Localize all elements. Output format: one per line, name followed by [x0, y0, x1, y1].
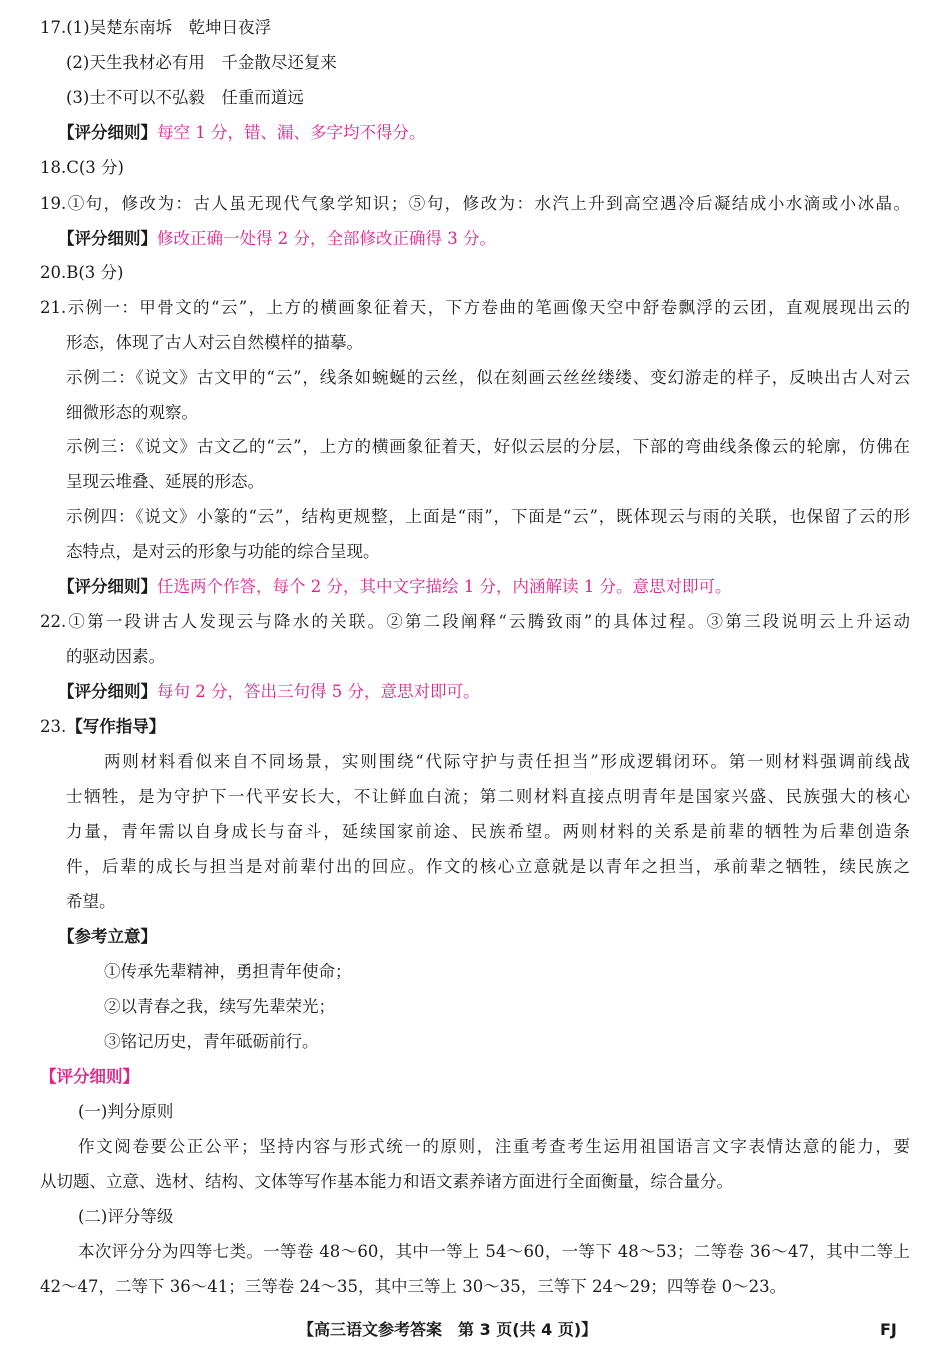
- q22-line-1: 22.①第一段讲古人发现云与降水的关联。②第二段阐释“云腾致雨”的具体过程。③第三段说明云上升运动: [40, 612, 910, 631]
- q17-line-1: 17.(1)吴楚东南坼 乾坤日夜浮: [40, 18, 272, 37]
- reference-theme-label: 【参考立意】: [58, 927, 157, 946]
- q17-scoring-rule: [58, 121, 426, 145]
- q19-line-1: 19.①句，修改为：古人虽无现代气象学知识；⑤句，修改为：水汽上升到高空遇冷后凝结成小水滴或小冰晶。: [40, 194, 910, 213]
- reference-theme-1: ①传承先辈精神，勇担青年使命；: [104, 962, 352, 981]
- judging-principle-title: (一)判分原则: [78, 1102, 174, 1121]
- q21-line-1: 21.示例一：甲骨文的“云”，上方的横画象征着天，下方卷曲的笔画像天空中舒卷飘浮的云团，直观展现出云的: [40, 298, 910, 317]
- writing-guide-label: 【写作指导】: [66, 717, 166, 736]
- grade-levels-title: (二)评分等级: [78, 1207, 174, 1226]
- q23-heading: [40, 715, 165, 739]
- q19-scoring-rule: [58, 227, 496, 251]
- q23-number: 23.: [40, 717, 67, 736]
- judging-principle-line-2: 从切题、立意、选材、结构、文体等写作基本能力和语文素养诸方面进行全面衡量，综合量分。: [40, 1172, 733, 1191]
- scoring-rule-text: 每句 2 分，答出三句得 5 分，意思对即可。: [157, 682, 480, 701]
- q20-answer: 20.B(3 分): [40, 263, 124, 282]
- scoring-rule-text: 任选两个作答，每个 2 分，其中文字描绘 1 分，内涵解读 1 分。意思对即可。: [157, 577, 732, 596]
- scoring-rule-text: 每空 1 分，错、漏、多字均不得分。: [157, 123, 426, 142]
- q23-paragraph-line-2: 士牺牲，是为守护下一代平安长大，不让鲜血白流；第二则材料直接点明青年是国家兴盛、民族强大的核心: [66, 787, 910, 806]
- q21-line-3: 示例二：《说文》古文甲的“云”，线条如蜿蜒的云丝，似在刻画云丝丝缕缕、变幻游走的样子，反映出古人对云: [66, 368, 910, 387]
- q23-paragraph-line-4: 件，后辈的成长与担当是对前辈付出的回应。作文的核心立意就是以青年之担当，承前辈之牺牲，续民族之: [66, 857, 910, 876]
- q22-line-2: 的驱动因素。: [66, 647, 165, 666]
- essay-scoring-label: 【评分细则】: [40, 1067, 139, 1086]
- q21-line-8: 态特点，是对云的形象与功能的综合呈现。: [66, 542, 380, 561]
- scoring-rule-label: 【评分细则】: [58, 682, 157, 701]
- grade-levels-line-2: 42～47，二等下 36～41；三等卷 24～35，其中三等上 30～35，三等下 24～29；四等卷 0～23。: [40, 1277, 787, 1296]
- q21-line-5: 示例三：《说文》古文乙的“云”，上方的横画象征着天，好似云层的分层，下部的弯曲线条像云的轮廓，仿佛在: [66, 437, 910, 456]
- scoring-rule-text: 修改正确一处得 2 分，全部修改正确得 3 分。: [157, 229, 496, 248]
- reference-theme-3: ③铭记历史，青年砥砺前行。: [104, 1032, 319, 1051]
- judging-principle-line-1: 作文阅卷要公正公平；坚持内容与形式统一的原则，注重考查考生运用祖国语言文字表情达意的能力，要: [78, 1137, 910, 1156]
- q17-line-2: (2)天生我材必有用 千金散尽还复来: [66, 53, 337, 72]
- page-footer-code: FJ: [880, 1320, 897, 1339]
- grade-levels-line-1: 本次评分分为四等七类。一等卷 48～60，其中一等上 54～60，一等下 48～53；二等卷 36～47，其中二等上: [78, 1242, 910, 1261]
- q18-answer: 18.C(3 分): [40, 158, 124, 177]
- scoring-rule-label: 【评分细则】: [58, 577, 157, 596]
- q17-line-3: (3)士不可以不弘毅 任重而道远: [66, 88, 304, 107]
- q23-paragraph-line-3: 力量，青年需以自身成长与奋斗，延续国家前途、民族希望。两则材料的关系是前辈的牺牲为后辈创造条: [66, 822, 910, 841]
- scoring-rule-label: 【评分细则】: [58, 229, 157, 248]
- scoring-rule-label: 【评分细则】: [58, 123, 157, 142]
- q23-paragraph-line-1: 两则材料看似来自不同场景，实则围绕“代际守护与责任担当”形成逻辑闭环。第一则材料强调前线战: [104, 752, 910, 771]
- q23-paragraph-line-5: 希望。: [66, 892, 116, 911]
- q21-line-7: 示例四：《说文》小篆的“云”，结构更规整，上面是“雨”，下面是“云”，既体现云与雨的关联，也保留了云的形: [66, 507, 910, 526]
- q21-line-6: 呈现云堆叠、延展的形态。: [66, 472, 264, 491]
- q21-line-4: 细微形态的观察。: [66, 403, 198, 422]
- q21-line-2: 形态，体现了古人对云自然模样的描摹。: [66, 333, 363, 352]
- reference-theme-2: ②以青春之我，续写先辈荣光；: [104, 997, 335, 1016]
- q22-scoring-rule: [58, 680, 479, 704]
- q21-scoring-rule: [58, 575, 731, 599]
- page-footer-title: 【高三语文参考答案 第 3 页(共 4 页)】: [298, 1320, 598, 1339]
